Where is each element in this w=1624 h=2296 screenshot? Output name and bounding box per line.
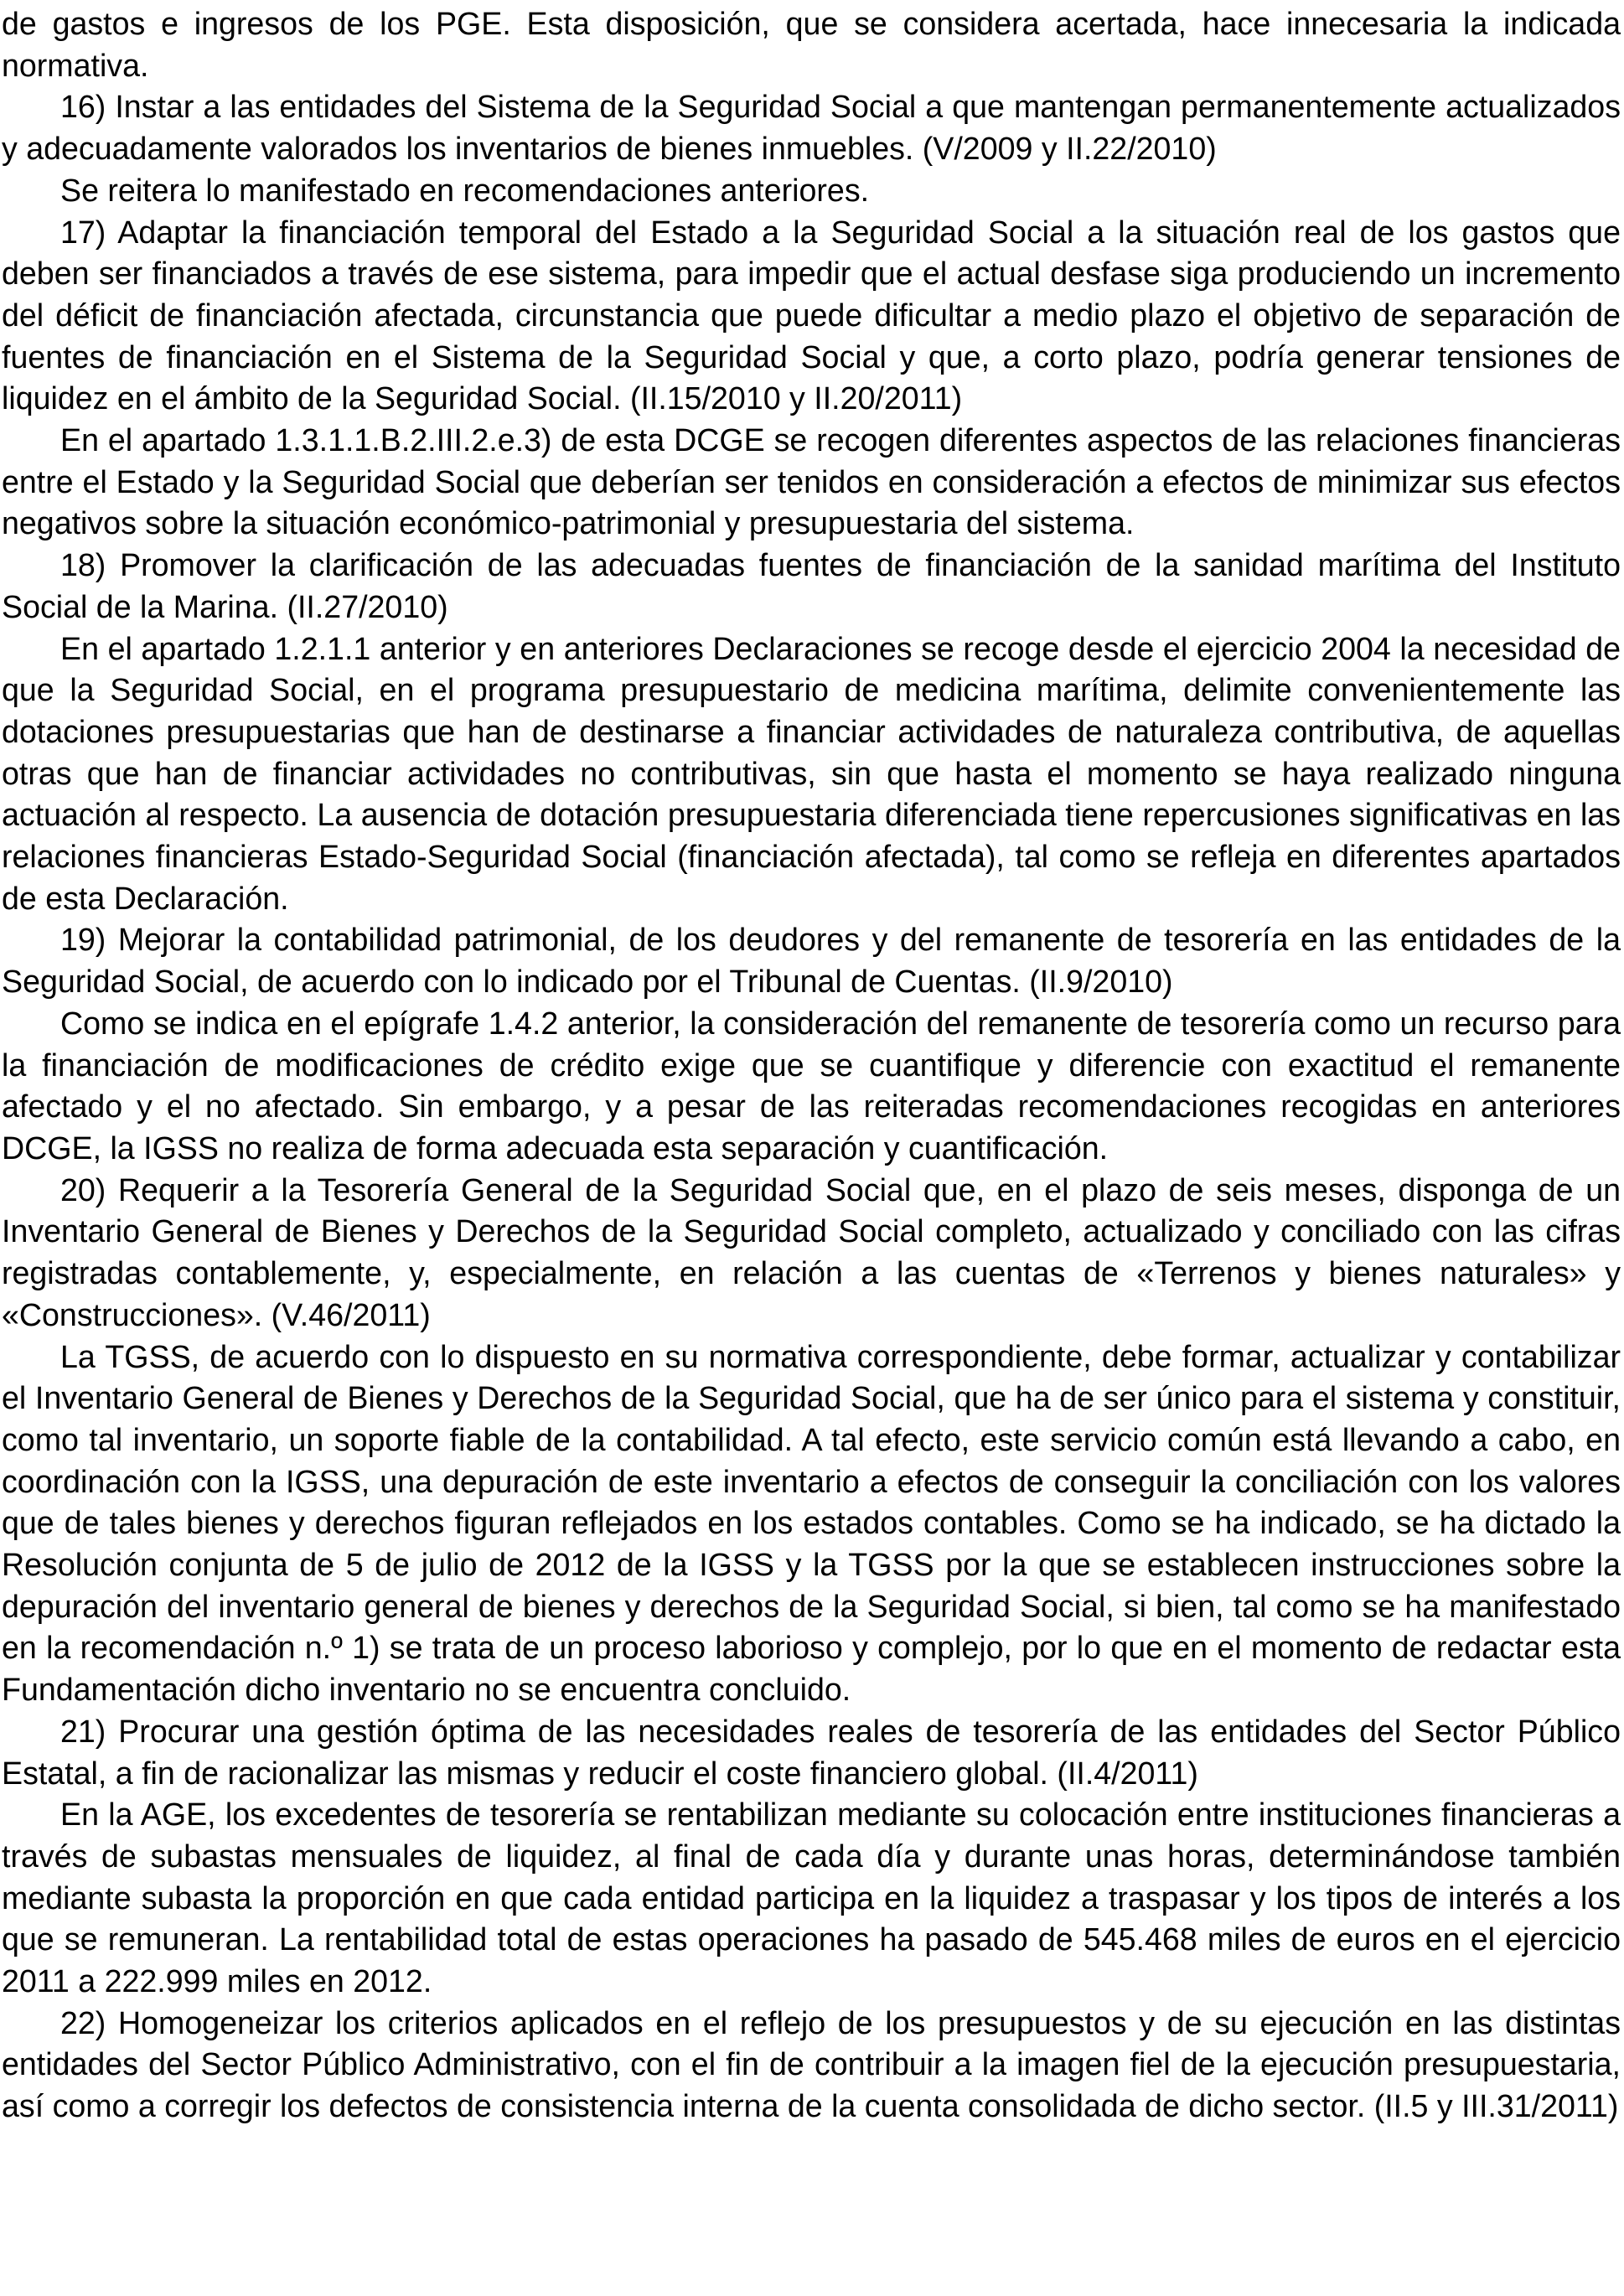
paragraph-comment-19: Como se indica en el epígrafe 1.4.2 anterior, la consideración del remanente de tesorería como un recurso para la financiación de modificaciones de crédito exige que se cuantifique y diferencie con exactitud el remanente afectado y el no afectado. Sin embargo, y a pesar de las reiteradas recomendaciones recogidas en anteriores DCGE, la IGSS no realiza de forma adecuada esta separación y cuantificación. <box>2 1005 1621 1166</box>
paragraph-comment-18: En el apartado 1.2.1.1 anterior y en anteriores Declaraciones se recoge desde el ejercicio 2004 la necesidad de que la Seguridad Social, en el programa presupuestario de medicina marítima, delimite convenientemente las dotaciones presupuestarias que han de destinarse a financiar actividades de naturaleza contributiva, de aquellas otras que han de financiar actividades no contributivas, sin que hasta el momento se haya realizado ninguna actuación al respecto. La ausencia de dotación presupuestaria diferenciada tiene repercusiones significativas en las relaciones financieras Estado-Seguridad Social (financiación afectada), tal como se refleja en diferentes apartados de esta Declaración. <box>2 630 1621 916</box>
paragraph-recommendation-19: 19) Mejorar la contabilidad patrimonial, de los deudores y del remanente de tesorería en las entidades de la Seguridad Social, de acuerdo con lo indicado por el Tribunal de Cuentas. (II.9/2010) <box>2 922 1621 1000</box>
paragraph-recommendation-20: 20) Requerir a la Tesorería General de la Seguridad Social que, en el plazo de seis meses, disponga de un Inventario General de Bienes y Derechos de la Seguridad Social completo, actualizado y conciliado con las cifras registradas contablemente, y, especialmente, en relación a las cuentas de «Terrenos y bienes naturales» y «Construcciones». (V.46/2011) <box>2 1171 1621 1332</box>
paragraph-recommendation-21: 21) Procurar una gestión óptima de las necesidades reales de tesorería de las entidades del Sector Público Estatal, a fin de racionalizar las mismas y reducir el coste financiero global. (II.4/2011) <box>2 1713 1621 1791</box>
paragraph-comment-20: La TGSS, de acuerdo con lo dispuesto en su normativa correspondiente, debe formar, actualizar y contabilizar el Inventario General de Bienes y Derechos de la Seguridad Social, que ha de ser único para el sistema y constituir, como tal inventario, un soporte fiable de la contabilidad. A tal efecto, este servicio común está llevando a cabo, en coordinación con la IGSS, una depuración de este inventario a efectos de conseguir la conciliación con los valores que de tales bienes y derechos figuran reflejados en los estados contables. Como se ha indicado, se ha dictado la Resolución conjunta de 5 de julio de 2012 de la IGSS y la TGSS por la que se establecen instrucciones sobre la depuración del inventario general de bienes y derechos de la Seguridad Social, si bien, tal como se ha manifestado en la recomendación n.º 1) se trata de un proceso laborioso y complejo, por lo que en el momento de redactar esta Fundamentación dicho inventario no se encuentra concluido. <box>2 1338 1621 1708</box>
paragraph-recommendation-18: 18) Promover la clarificación de las adecuadas fuentes de financiación de la sanidad marítima del Instituto Social de la Marina. (II.27/2010) <box>2 547 1621 624</box>
document-page <box>2 3 1621 2128</box>
paragraph-recommendation-22: 22) Homogeneizar los criterios aplicados en el reflejo de los presupuestos y de su ejecución en las distintas entidades del Sector Público Administrativo, con el fin de contribuir a la imagen fiel de la ejecución presupuestaria, así como a corregir los defectos de consistencia interna de la cuenta consolidada de dicho sector. (II.5 y III.31/2011) <box>2 2004 1621 2124</box>
paragraph-comment-16: Se reitera lo manifestado en recomendaciones anteriores. <box>60 172 870 208</box>
paragraph-comment-17: En el apartado 1.3.1.1.B.2.III.2.e.3) de esta DCGE se recogen diferentes aspectos de las relaciones financieras entre el Estado y la Seguridad Social que deberían ser tenidos en consideración a efectos de minimizar sus efectos negativos sobre la situación económico-patrimonial y presupuestaria del sistema. <box>2 422 1621 541</box>
paragraph-continuation: de gastos e ingresos de los PGE. Esta disposición, que se considera acertada, hace innecesaria la indicada normativa. <box>2 6 1621 83</box>
paragraph-recommendation-16: 16) Instar a las entidades del Sistema de la Seguridad Social a que mantengan permanentemente actualizados y adecuadamente valorados los inventarios de bienes inmuebles. (V/2009 y II.22/2010) <box>2 89 1621 167</box>
paragraph-recommendation-17: 17) Adaptar la financiación temporal del Estado a la Seguridad Social a la situación real de los gastos que deben ser financiados a través de ese sistema, para impedir que el actual desfase siga produciendo un incremento del déficit de financiación afectada, circunstancia que puede dificultar a medio plazo el objetivo de separación de fuentes de financiación en el Sistema de la Seguridad Social y que, a corto plazo, podría generar tensiones de liquidez en el ámbito de la Seguridad Social. (II.15/2010 y II.20/2011) <box>2 214 1621 416</box>
paragraph-comment-21: En la AGE, los excedentes de tesorería se rentabilizan mediante su colocación entre instituciones financieras a través de subastas mensuales de liquidez, al final de cada día y durante unas horas, determinándose también mediante subasta la proporción en que cada entidad participa en la liquidez a traspasar y los tipos de interés a los que se remuneran. La rentabilidad total de estas operaciones ha pasado de 545.468 miles de euros en el ejercicio 2011 a 222.999 miles en 2012. <box>2 1797 1621 1999</box>
